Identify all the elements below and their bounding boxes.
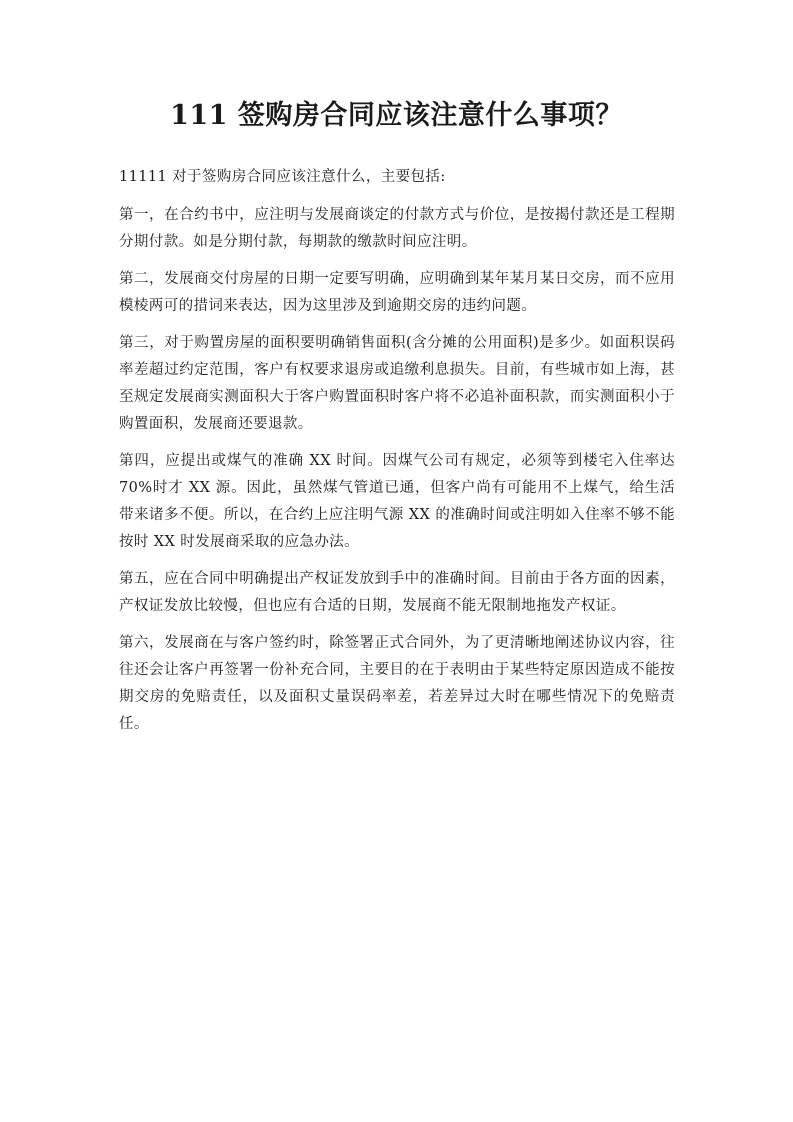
paragraph-4: 第四，应提出或煤气的准确 XX 时间。因煤气公司有规定，必须等到楼宅入住率达 70%时才 XX 源。因此，虽然煤气管道已通，但客户尚有可能用不上煤气，给生活带来诸多不便。所以，在合约上应注明气源 XX 的准确时间或注明如入住率不够不能按时 XX 时发展商采取的应急办法。 (119, 453, 675, 550)
document-body (119, 164, 675, 738)
paragraph-6: 第六，发展商在与客户签约时，除签署正式合同外，为了更清晰地阐述协议内容，往往还会让客户再签署一份补充合同，主要目的在于表明由于某些特定原因造成不能按期交房的免赔责任，以及面积丈量误码率差，若差异过大时在哪些情况下的免赔责任。 (119, 635, 675, 732)
paragraph-1: 第一，在合约书中，应注明与发展商谈定的付款方式与价位，是按揭付款还是工程期分期付款。如是分期付款，每期款的缴款时间应注明。 (119, 207, 675, 250)
page-title: 111 签购房合同应该注意什么事项？ (170, 100, 623, 131)
paragraph-5: 第五，应在合同中明确提出产权证发放到手中的准确时间。目前由于各方面的因素，产权证发放比较慢，但也应有合适的日期，发展商不能无限制地拖发产权证。 (119, 571, 675, 614)
paragraph-2: 第二，发展商交付房屋的日期一定要写明确，应明确到某年某月某日交房，而不应用模棱两可的措词来表达，因为这里涉及到逾期交房的违约问题。 (119, 271, 675, 314)
intro-paragraph: 11111 对于签购房合同应该注意什么，主要包括: (119, 169, 446, 185)
paragraph-3: 第三，对于购置房屋的面积要明确销售面积(含分摊的公用面积)是多少。如面积误码率差超过约定范围，客户有权要求退房或追缴利息损失。目前，有些城市如上海，甚至规定发展商实测面积大于客户购置面积时客户将不必追补面积款，而实测面积小于购置面积，发展商还要退款。 (119, 335, 675, 432)
